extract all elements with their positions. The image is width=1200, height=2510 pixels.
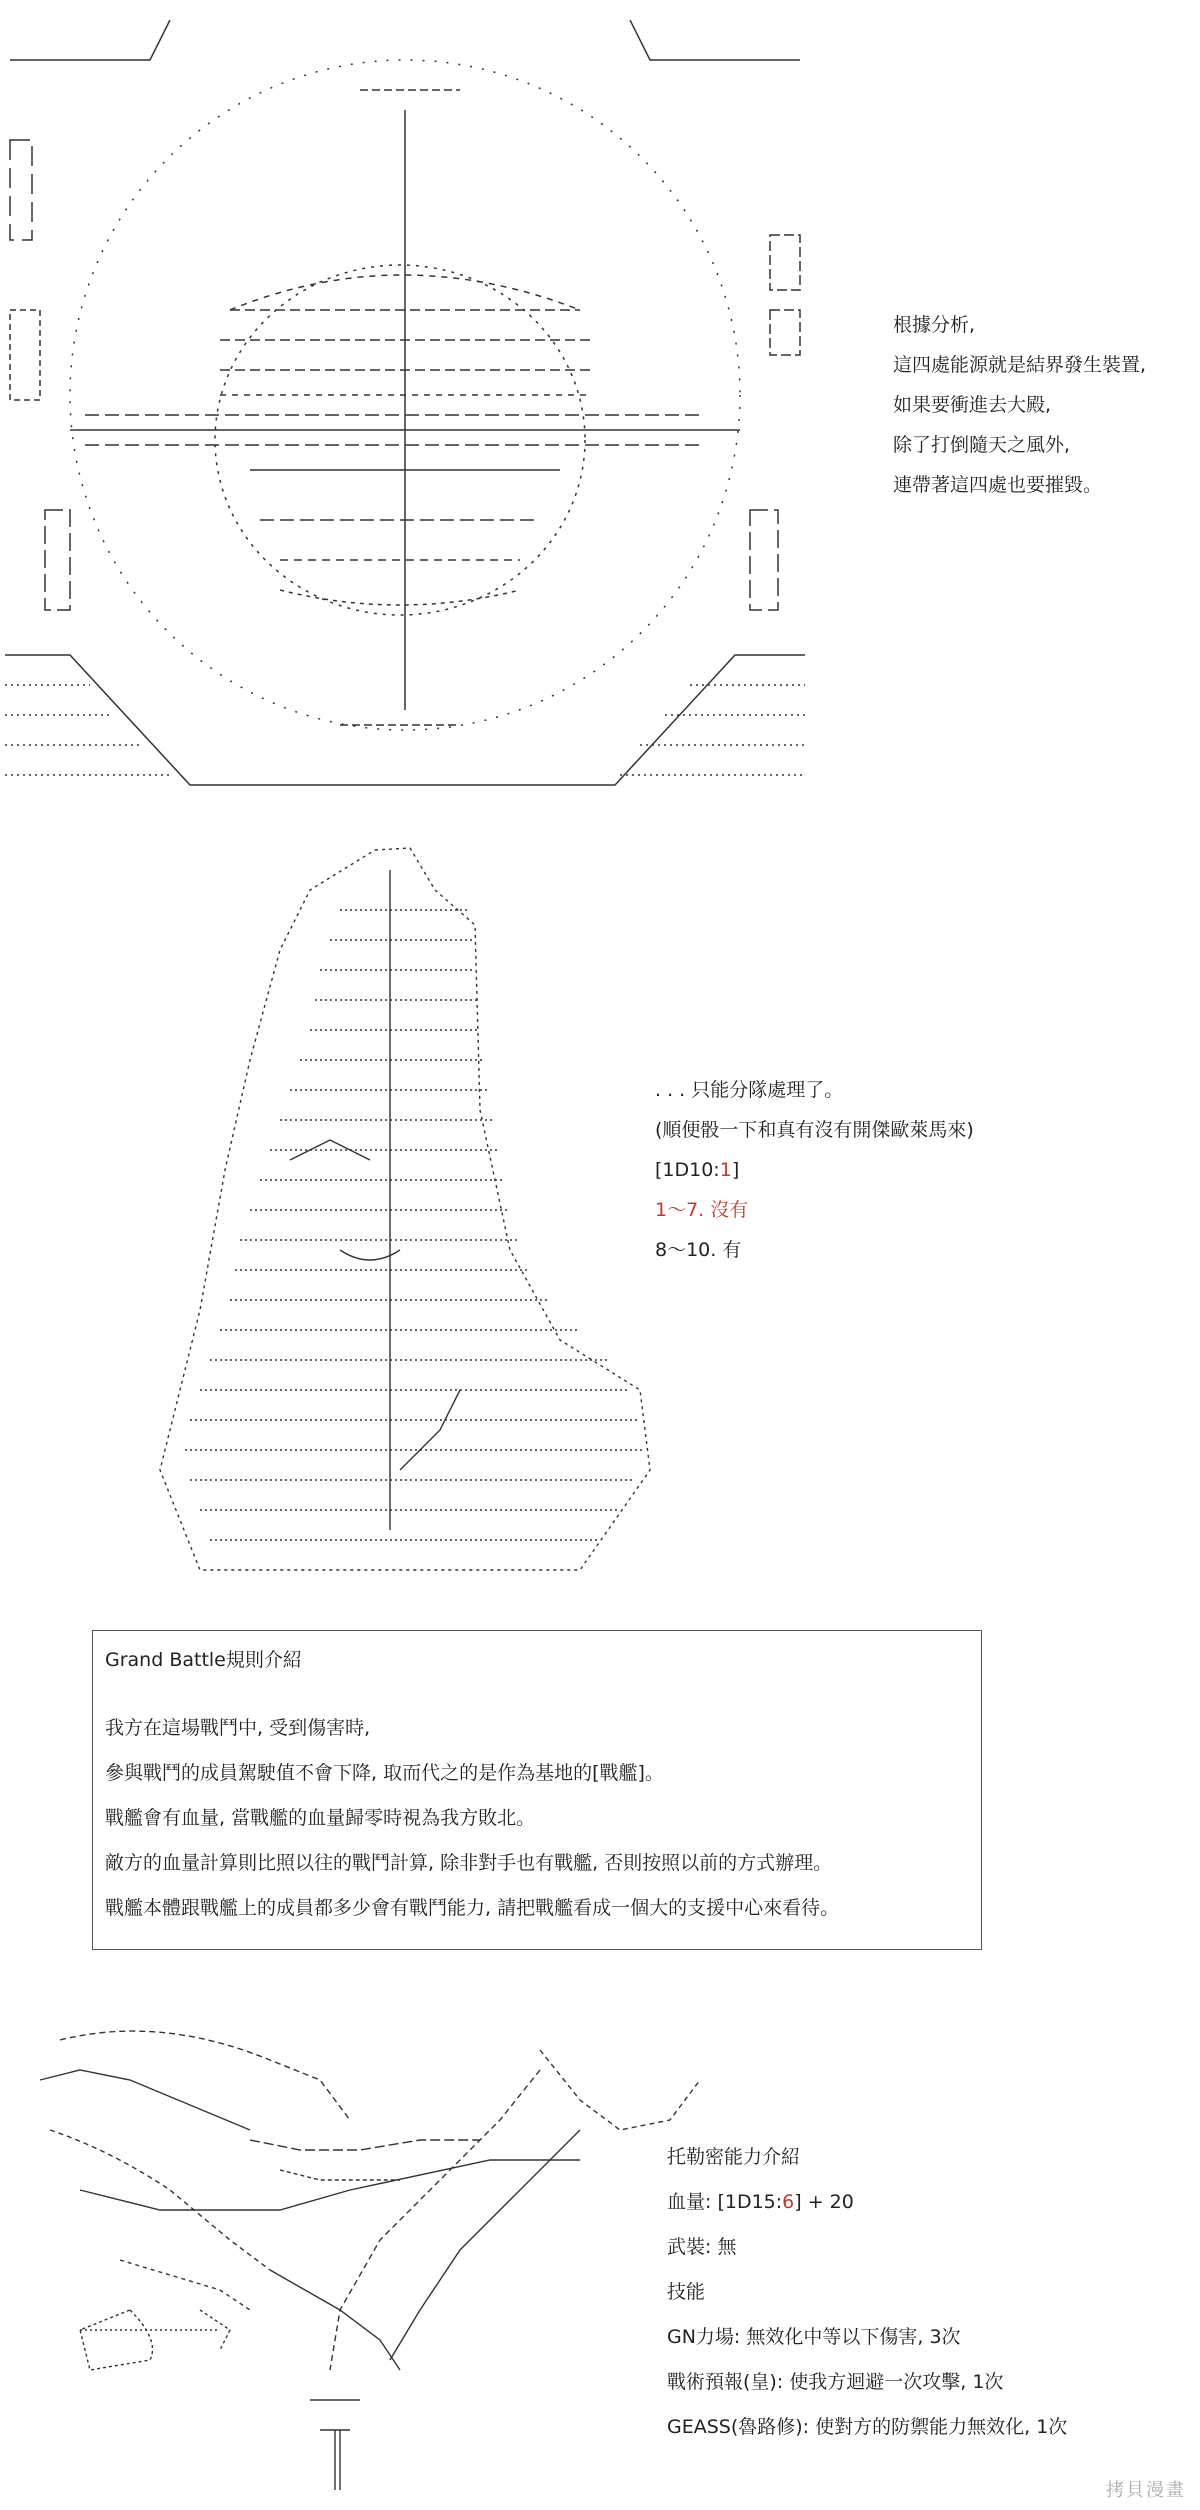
ship-skill-3: GEASS(魯路修): 使對方的防禦能力無效化, 1次 <box>667 2416 1068 2438</box>
dice-prefix: [1D10: <box>655 1159 720 1181</box>
rules-box <box>92 1630 982 1950</box>
panel1-text-block <box>893 305 1146 505</box>
ship-weapon: 武裝: 無 <box>667 2236 737 2258</box>
dice-option-1: 1～7. 沒有 <box>655 1199 749 1221</box>
dice-option-2: 8～10. 有 <box>655 1239 742 1261</box>
ship-title: 托勒密能力介紹 <box>667 2146 801 2168</box>
dice-value: 1 <box>719 1159 732 1181</box>
rules-line: 我方在這場戰鬥中, 受到傷害時, <box>105 1717 371 1739</box>
ship-skill-2: 戰術預報(皇): 使我方迴避一次攻擊, 1次 <box>667 2371 1004 2393</box>
panel1-line: 根據分析, <box>893 314 976 336</box>
ship-skills-title: 技能 <box>667 2281 706 2303</box>
warship-ascii-art <box>20 2010 720 2500</box>
panel2-line-2: (順便骰一下和真有沒有開傑歐萊馬來) <box>655 1119 974 1141</box>
hp-suffix: ] + 20 <box>794 2191 854 2213</box>
scope-ascii-art <box>0 0 820 800</box>
dice-suffix: ] <box>731 1159 740 1181</box>
panel1-line: 如果要衝進去大殿, <box>893 394 1052 416</box>
ship-info-block <box>667 2135 1067 2450</box>
rules-title: Grand Battle規則介紹 <box>105 1649 302 1671</box>
hp-value: 6 <box>782 2191 795 2213</box>
panel1-line: 除了打倒隨天之風外, <box>893 434 1071 456</box>
panel2-text-block <box>655 1070 974 1270</box>
dice-roll <box>655 1150 974 1190</box>
watermark: 拷貝漫畫 <box>1106 2480 1186 2501</box>
rules-line: 戰艦本體跟戰艦上的成員都多少會有戰鬥能力, 請把戰艦看成一個大的支援中心來看待。 <box>105 1897 840 1919</box>
hp-prefix: 血量: [1D15: <box>667 2191 783 2213</box>
panel1-line: 這四處能源就是結界發生裝置, <box>893 354 1147 376</box>
panel2-line-1: . . . 只能分隊處理了。 <box>655 1079 844 1101</box>
ship-skill-1: GN力場: 無效化中等以下傷害, 3次 <box>667 2326 961 2348</box>
panel1-line: 連帶著這四處也要摧毀。 <box>893 474 1103 496</box>
robed-figure-ascii-art <box>140 830 660 1590</box>
rules-line: 戰艦會有血量, 當戰艦的血量歸零時視為我方敗北。 <box>105 1807 536 1829</box>
ship-hp <box>667 2180 1067 2225</box>
rules-line: 參與戰鬥的成員駕駛值不會下降, 取而代之的是作為基地的[戰艦]。 <box>105 1762 664 1784</box>
rules-line: 敵方的血量計算則比照以往的戰鬥計算, 除非對手也有戰艦, 否則按照以前的方式辦理。 <box>105 1852 833 1874</box>
